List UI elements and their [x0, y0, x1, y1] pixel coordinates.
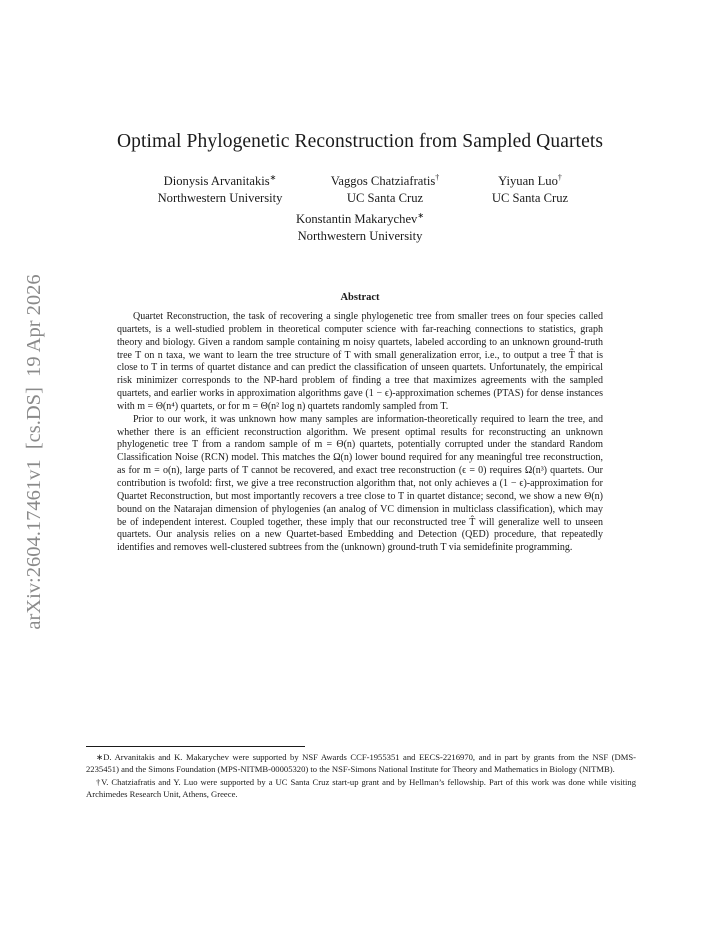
arxiv-identifier	[18, 262, 48, 642]
author-name: Dionysis Arvanitakis	[163, 174, 270, 188]
author-block	[130, 173, 310, 207]
author-block	[315, 173, 455, 207]
footnote: ∗D. Arvanitakis and K. Makarychev were supported by NSF Awards CCF-1955351 and EECS-2216970, and in part by grants from the NSF (DMS-2235451) and the Simons Foundation (MPS-NITMB-00005320) to the NSF-Simons National Institute for Theory and Mathematics in Biology (NITMB).	[86, 752, 636, 775]
author-mark: ∗	[417, 211, 425, 220]
paper-title: Optimal Phylogenetic Reconstruction from Sampled Quartets	[116, 131, 604, 152]
footnote-rule	[86, 746, 305, 747]
author-mark: †	[557, 173, 562, 182]
author-affiliation: Northwestern University	[157, 191, 283, 205]
footnote: †V. Chatziafratis and Y. Luo were supported by a UC Santa Cruz start-up grant and by Hellman’s fellowship. Part of this work was done while visiting Archimedes Research Unit, Athens, Greece.	[86, 776, 636, 800]
author-name: Yiyuan Luo	[498, 174, 558, 188]
abstract-paragraph: Quartet Reconstruction, the task of recovering a single phylogenetic tree from smaller trees on four species called quartets, is a well-studied problem in theoretical computer science with far-reaching connections to statistics, graph theory and biology. Given a random sample containing m noisy quartets, labeled according to an unknown ground-truth tree T on n taxa, we want to learn the tree structure of T with small generalization error, i.e., to output a tree T̂ that is close to T in terms of quartet distance and can predict the classification of unseen quartets. Unfortunately, the empirical risk minimizer corresponds to the NP-hard problem of finding a tree that maximizes agreements with the sampled quartets, and earlier works in approximation algorithms gave (1 − ϵ)-approximation schemes (PTAS) for dense instances with m = Θ(n⁴) quartets, or for m = Θ(n² log n) quartets randomly sampled from T.	[117, 311, 603, 412]
author-block	[255, 211, 465, 245]
abstract-paragraph: Prior to our work, it was unknown how many samples are information-theoretically required to learn the tree, and whether there is an efficient reconstruction algorithm. We present optimal results for reconstructing an unknown phylogenetic tree T from a random sample of m = Θ(n) quartets, potentially corrupted under the standard Random Classification Noise (RCN) model. This matches the Ω(n) lower bound required for any meaningful tree reconstruction, as for m = o(n), large parts of T cannot be recovered, and exact tree reconstruction (ϵ = 0) requires Ω(n³) quartets. Our contribution is twofold: first, we give a tree reconstruction algorithm that, not only achieves a (1 − ϵ)-approximation for Quartet Reconstruction, but most importantly recovers a tree close to T in quartet distance; second, we show a new Θ(n) bound on the Natarajan dimension of phylogenies (an analog of VC dimension in multiclass classification), which may be of independent interest. Coupled together, these imply that our reconstructed tree T̂ will generalize well to unseen quartets. Our analysis relies on a new Quartet-based Embedding and Detection (QED) procedure, that repeatedly identifies and removes well-clustered subtrees from the (unknown) ground-truth T via semidefinite programming.	[117, 413, 603, 554]
author-block	[470, 173, 590, 207]
author-affiliation: UC Santa Cruz	[491, 191, 569, 205]
author-affiliation: Northwestern University	[297, 229, 423, 243]
author-mark: †	[435, 173, 440, 182]
author-mark: ∗	[269, 173, 277, 182]
author-name: Vaggos Chatziafratis	[330, 174, 436, 188]
abstract-body	[117, 311, 603, 555]
abstract-heading: Abstract	[340, 292, 380, 303]
author-affiliation: UC Santa Cruz	[346, 191, 424, 205]
author-name: Konstantin Makarychev	[295, 212, 418, 226]
arxiv-id-text: arXiv:2604.17461v1 [cs.DS] 19 Apr 2026	[23, 274, 45, 630]
footnotes	[86, 751, 636, 801]
